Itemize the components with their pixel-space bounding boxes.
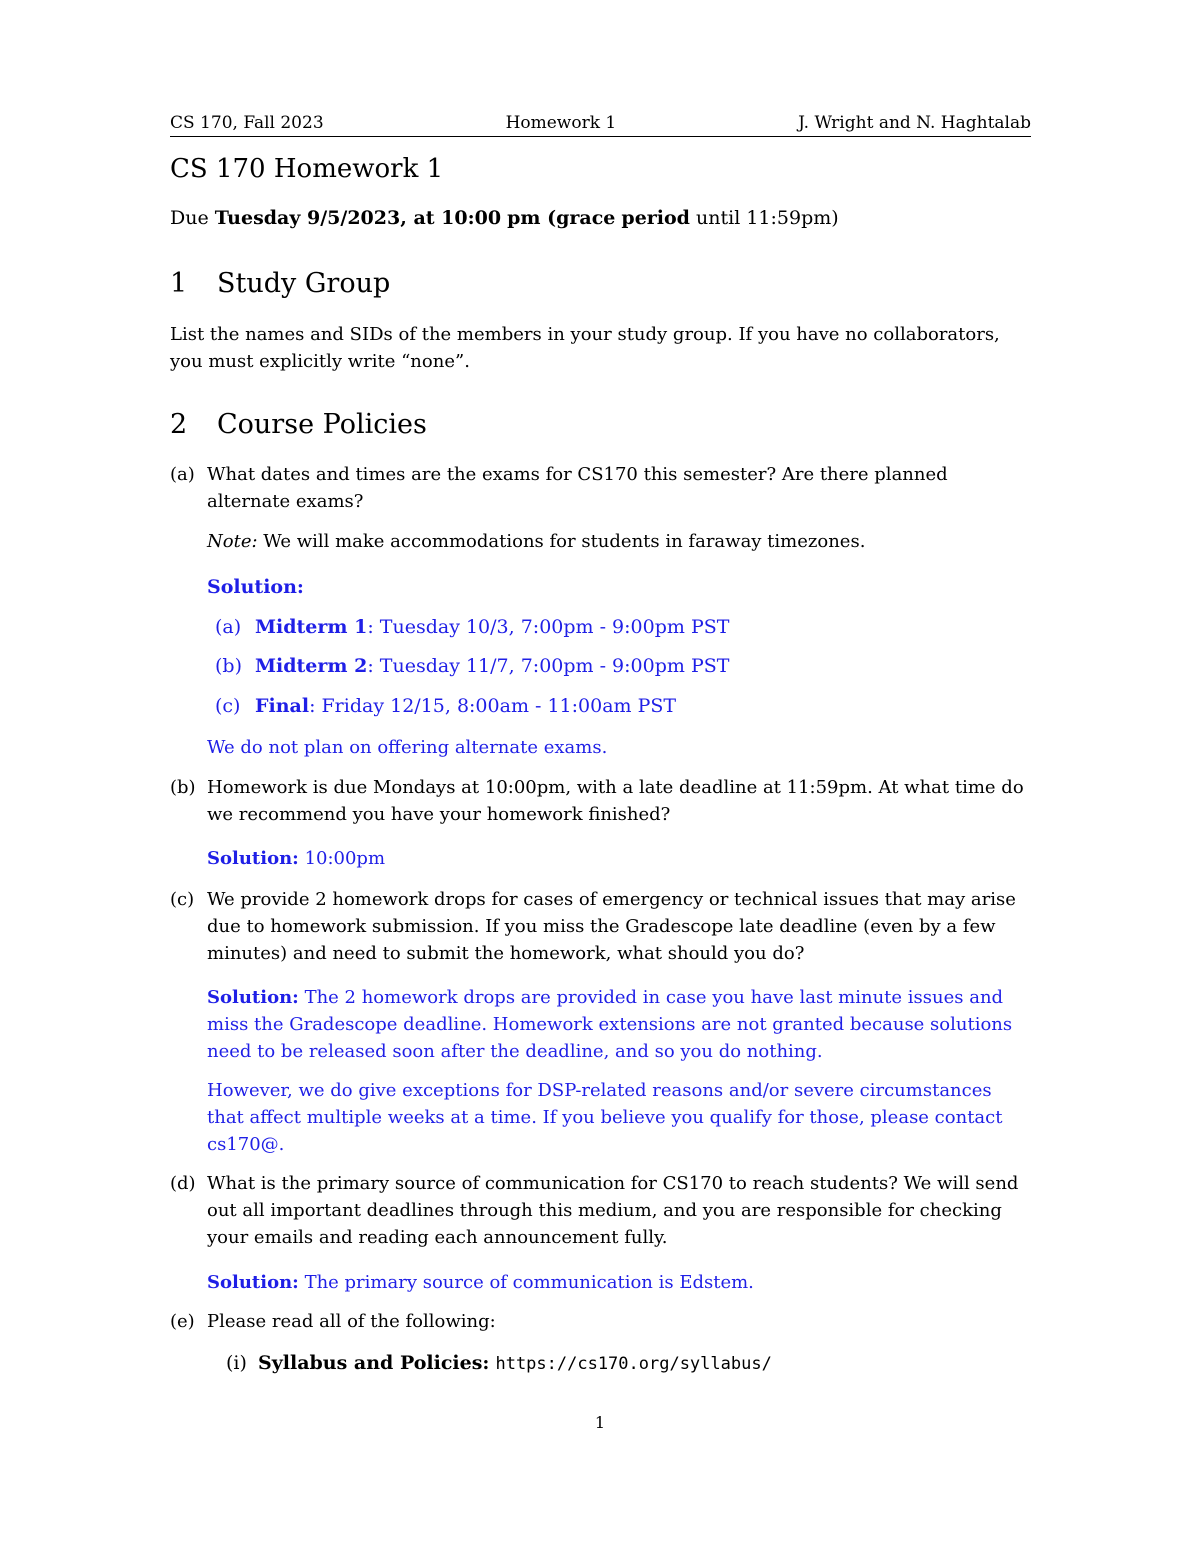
header-rule (170, 136, 1031, 137)
section-number: 2 (170, 409, 188, 440)
question-a-text: What dates and times are the exams for CS170 this semester? Are there planned alternate exams? (207, 464, 948, 512)
solution-d (207, 1269, 754, 1296)
section-title: Study Group (217, 268, 391, 299)
question-e-text: Please read all of the following: (207, 1311, 496, 1332)
syllabus-link[interactable]: https://cs170.org/syllabus/ (495, 1354, 772, 1374)
question-a-mark: (a) (170, 464, 195, 485)
note-label: Note: (207, 531, 258, 552)
page-number: 1 (594, 1413, 606, 1432)
due-middle: pm (grace (507, 207, 616, 229)
section-title: Course Policies (217, 409, 427, 440)
question-b-mark: (b) (170, 777, 196, 798)
due-prefix: Due (170, 207, 209, 229)
document-title: CS 170 Homework 1 (170, 154, 444, 184)
solution-c-exceptions: However, we do give exceptions for DSP-related reasons and/or severe circumstances that affect multiple weeks at a time. If you believe you qualify for those, please contact cs170@. (207, 1080, 1003, 1155)
reading-item (258, 1350, 772, 1378)
due-date: Tuesday 9/5/2023, at 10:00 (214, 207, 502, 229)
header-course: CS 170, Fall 2023 (170, 113, 324, 133)
solution-a-closing: We do not plan on offering alternate exams. (207, 737, 608, 758)
note-text: We will make accommodations for students in faraway timezones. (263, 531, 866, 552)
exam-detail: : Friday 12/15, 8:00am - 11:00am PST (309, 695, 677, 717)
solution-a-label: Solution: (207, 576, 304, 598)
exam-detail: : Tuesday 11/7, 7:00pm - 9:00pm PST (367, 655, 730, 677)
exam-name: Midterm 1 (255, 616, 368, 638)
exam-item (255, 693, 676, 720)
exam-detail: : Tuesday 10/3, 7:00pm - 9:00pm PST (367, 616, 730, 638)
reading-item-label: Syllabus and Policies: (258, 1352, 490, 1374)
solution-d-text: The primary source of communication is Edstem. (304, 1272, 754, 1293)
question-c-mark: (c) (170, 889, 195, 910)
solution-b-label: Solution: (207, 848, 299, 869)
exam-item (255, 614, 729, 641)
section-heading-1 (170, 267, 390, 301)
question-a-note (207, 528, 865, 555)
section-number: 1 (170, 268, 188, 299)
due-suffix: until 11:59pm) (696, 207, 839, 229)
header-doc: Homework 1 (505, 113, 617, 133)
solution-c-text: The 2 homework drops are provided in case you have last minute issues and miss the Gradescope deadline. Homework extensions are not granted because solutions need to be released soon after the deadline, and so you do nothing. (207, 987, 1013, 1062)
study-group-text: List the names and SIDs of the members in your study group. If you have no collaborators, you must explicitly write “none”. (170, 324, 1000, 372)
due-grace: period (621, 207, 690, 229)
running-header (170, 112, 1031, 134)
exam-name: Final (255, 695, 310, 717)
header-authors: J. Wright and N. Haghtalab (798, 113, 1031, 133)
question-c-text: We provide 2 homework drops for cases of emergency or technical issues that may arise due to homework submission. If you miss the Gradescope late deadline (even by a few minutes) and need to submit the homework, what should you do? (207, 889, 1016, 964)
exam-item (255, 653, 729, 680)
due-line (170, 206, 839, 230)
solution-c (207, 984, 1031, 1065)
reading-item-mark: (i) (226, 1352, 247, 1374)
solution-b-text: 10:00pm (304, 848, 386, 869)
question-d-mark: (d) (170, 1173, 196, 1194)
solution-d-label: Solution: (207, 1272, 299, 1293)
exam-mark: (a) (215, 616, 242, 638)
solution-b (207, 845, 385, 872)
exam-name: Midterm 2 (255, 655, 368, 677)
exam-mark: (c) (215, 695, 241, 717)
section-heading-2 (170, 408, 427, 442)
solution-c-label: Solution: (207, 987, 299, 1008)
question-e-mark: (e) (170, 1311, 195, 1332)
question-b-text: Homework is due Mondays at 10:00pm, with a late deadline at 11:59pm. At what time do we recommend you have your homework finished? (207, 777, 1024, 825)
question-d-text: What is the primary source of communication for CS170 to reach students? We will send out all important deadlines through this medium, and you are responsible for checking your emails and reading each announcement fully. (207, 1173, 1019, 1248)
exam-mark: (b) (215, 655, 242, 677)
